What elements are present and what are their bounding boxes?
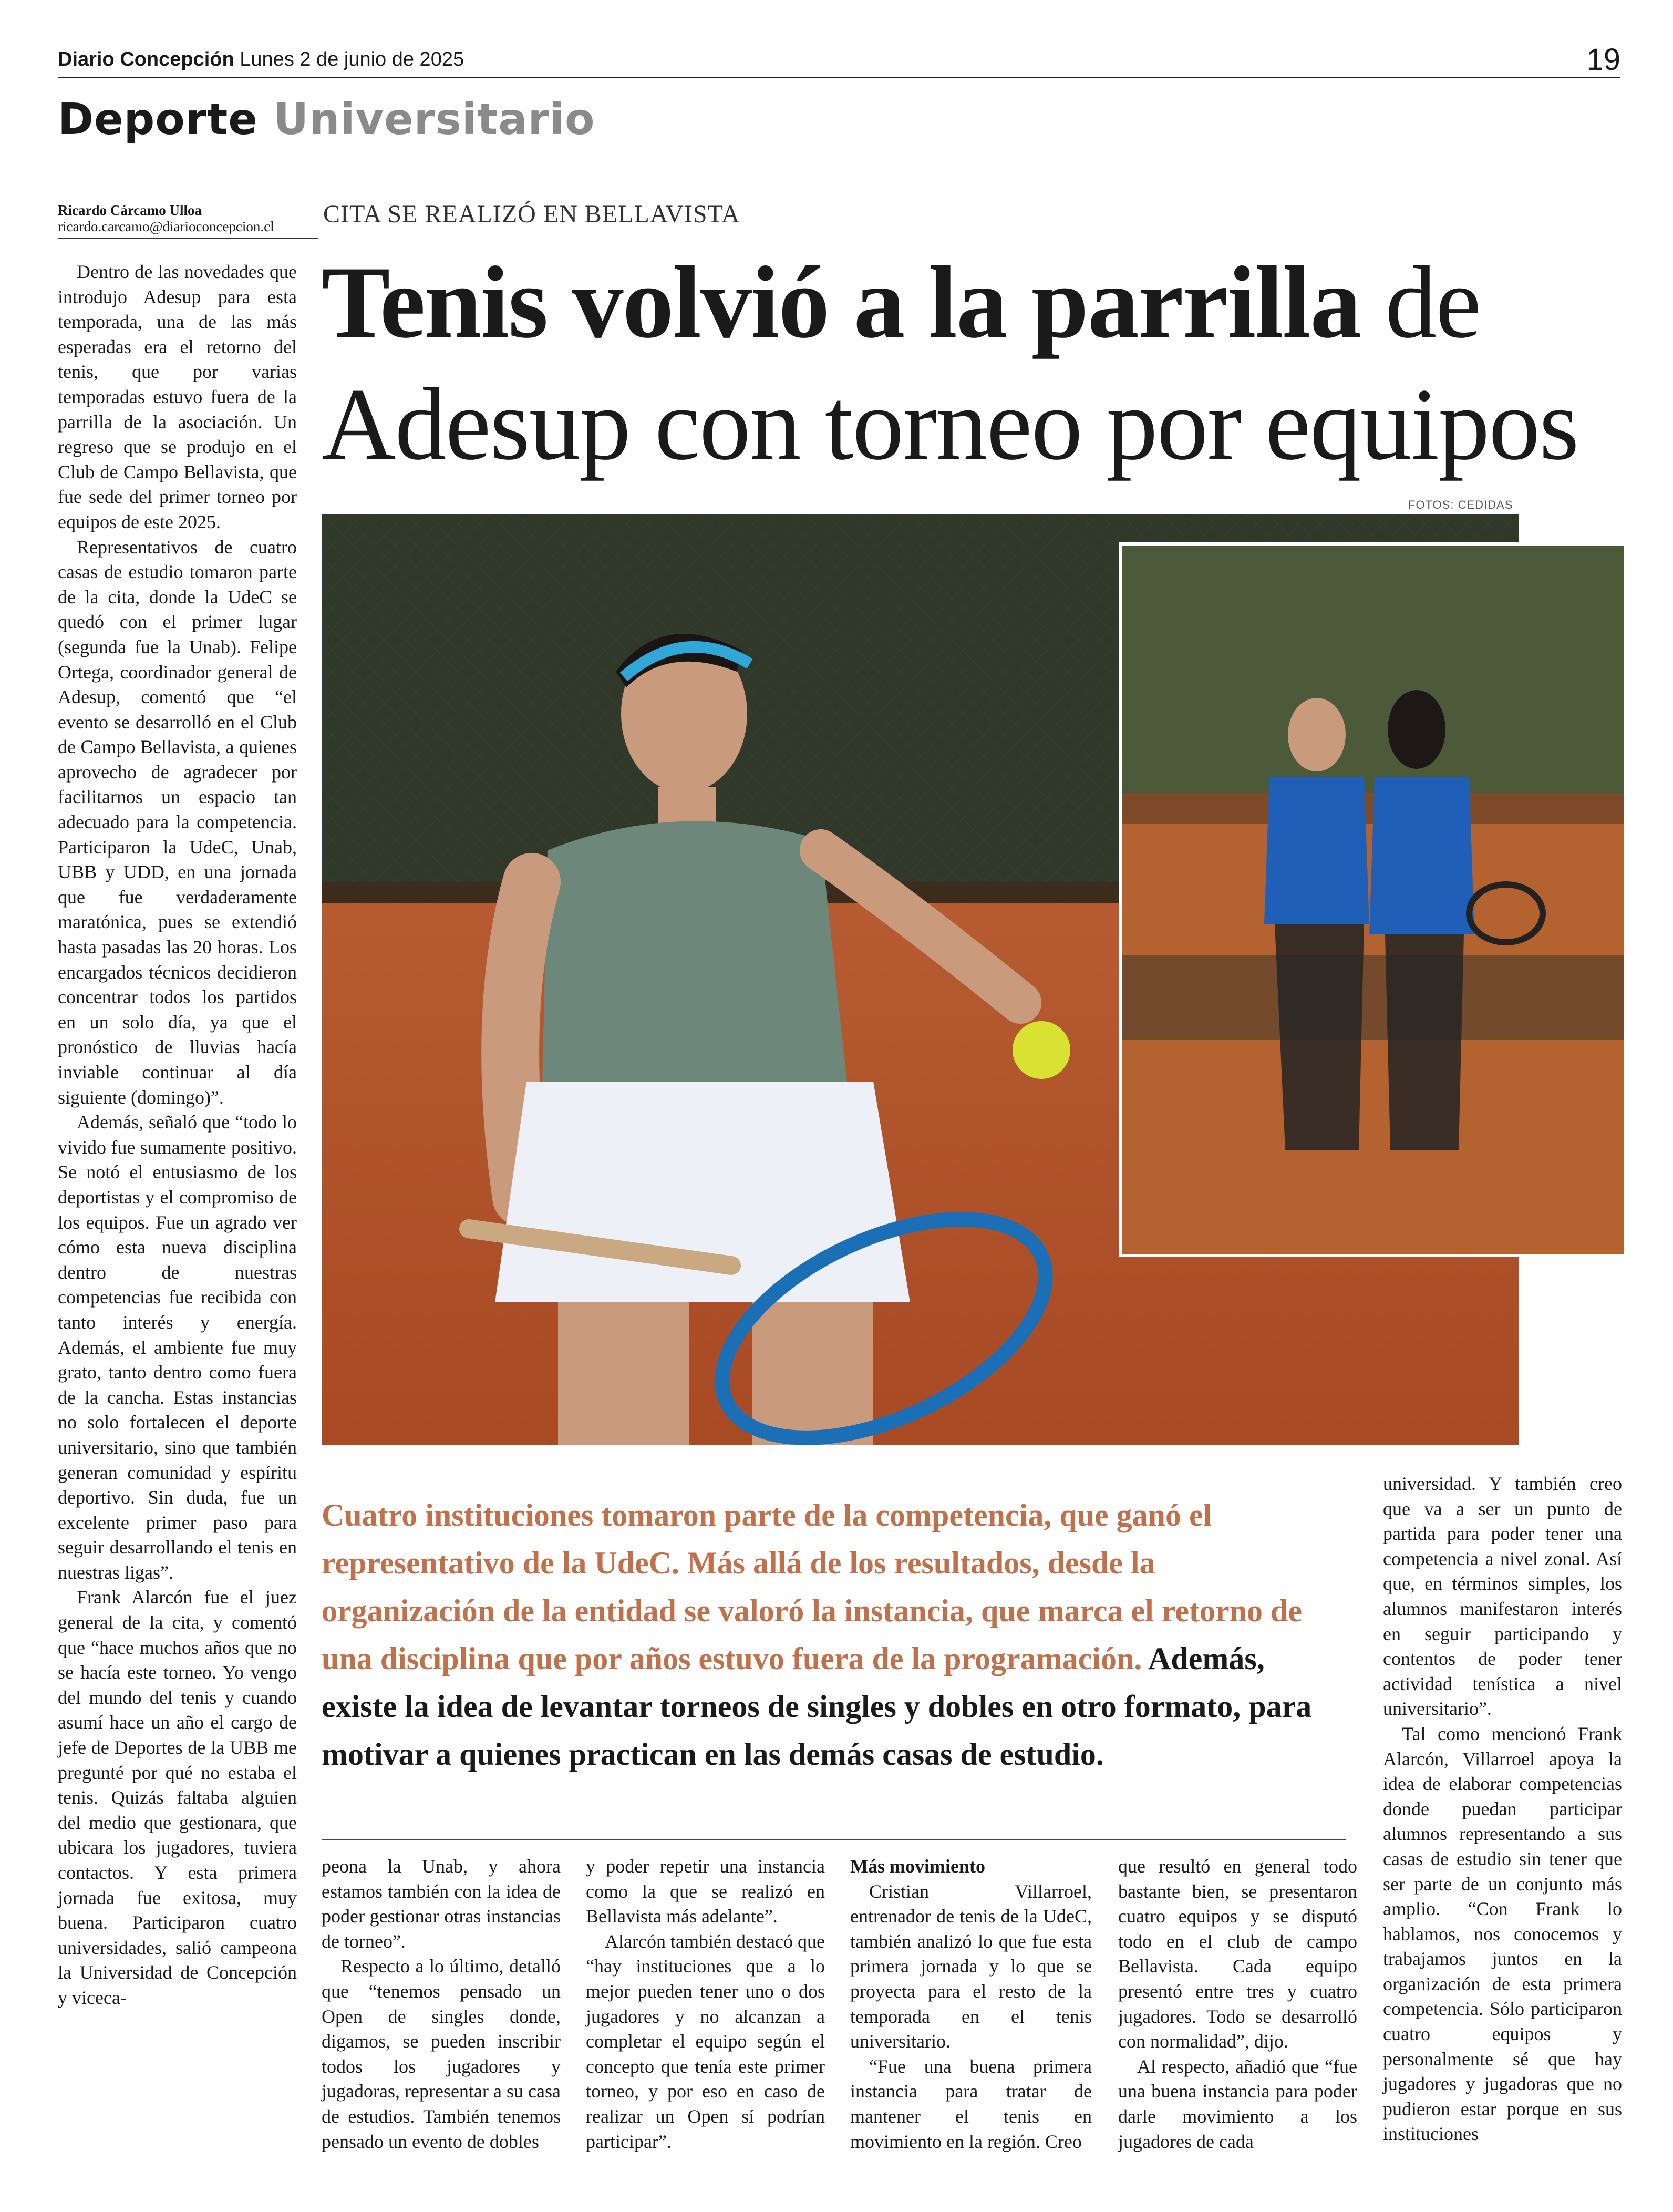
section-sub: Universitario	[273, 95, 595, 145]
header-rule	[58, 77, 1620, 78]
article-column-2	[322, 1854, 561, 2154]
deck-rule	[322, 1839, 1346, 1840]
paragraph: Dentro de las novedades que introdujo Adesup para esta temporada, una de las más esperadas era el retorno del tenis, que por varias temporadas estuvo fuera de la parrilla de la asociación. Un regreso que se produjo en el Club de Campo Bellavista, que fue sede del primer torneo por equipos de este 2025.	[58, 261, 297, 532]
lead-deck	[322, 1491, 1320, 1778]
paragraph: Respecto a lo último, detalló que “tenemos pensado un Open de singles donde, digamos, se pueden inscribir todos los jugadores y jugadoras, representar a su casa de estudios. También tenemos pensado un evento de dobles	[322, 1956, 561, 2152]
kicker: CITA SE REALIZÓ EN BELLAVISTA	[323, 200, 740, 228]
lead-highlight: Cuatro instituciones tomaron parte de la competencia, que ganó el representativo de la UdeC. Más allá de los resultados, desde la organización de la entidad se valoró la instancia, que marca el retorno de una disciplina que por años estuvo fuera de la programación.	[322, 1498, 1303, 1676]
headline-rest-1: de	[1385, 245, 1481, 359]
page-number: 19	[1586, 43, 1620, 77]
paragraph: Al respecto, añadió que “fue una buena instancia para poder darle movimiento a los jugadores de cada	[1118, 2055, 1357, 2152]
issue-date: Lunes 2 de junio de 2025	[240, 48, 464, 70]
paragraph: que resultó en general todo bastante bien, se presentaron cuatro equipos y se disputó todo en el club de campo Bellavista. Cada equipo presentó entre tres y cuatro jugadores. Todo se desarrolló con normalidad”, dijo.	[1118, 1856, 1357, 2052]
article-column-6	[1383, 1472, 1622, 2147]
paragraph: Además, señaló que “todo lo vivido fue sumamente positivo. Se notó el entusiasmo de los deportistas y el compromiso de los equipos. Fue un agrado ver cómo esta nueva disciplina dentro de nuestras competencias fue recibida con tanto interés y energía. Además, el ambiente fue muy grato, tanto dentro como fuera de la cancha. Estas instancias no solo fortalecen el deporte universitario, sino que también generan comunidad y espíritu deportivo. Sin duda, fue un excelente primer paso para seguir desarrollando el tenis en nuestras ligas”.	[58, 1112, 297, 1583]
byline	[58, 202, 318, 235]
paper-name: Diario Concepción	[58, 48, 234, 70]
paragraph: Alarcón también destacó que “hay instituciones que a lo mejor pueden tener uno o dos jugadores y no alcanzan a completar el equipo según el concepto que tenía este primer torneo, y por eso en caso de realizar un Open sí podrían participar”.	[586, 1930, 825, 2152]
article-column-1	[58, 260, 297, 2011]
paragraph: Tal como mencionó Frank Alarcón, Villarroel apoya la idea de elaborar competencias donde puedan participar alumnos representando a sus casas de estudio sin tener que ser parte de un conjunto más amplio. “Con Frank lo hablamos, nos conocemos y trabajamos juntos en la organización de esta primera competencia. Sólo participaron cuatro equipos y personalmente sé que hay jugadores y jugadoras que no pudieron estar porque en sus instituciones	[1383, 1723, 1622, 2145]
author-name: Ricardo Cárcamo Ulloa	[58, 202, 202, 218]
page-header	[58, 48, 464, 71]
author-email: ricardo.carcamo@diarioconcepcion.cl	[58, 219, 274, 234]
article-column-5	[1118, 1854, 1357, 2154]
paragraph: “Fue una buena primera instancia para tratar de mantener el tenis en movimiento en la región. Creo	[850, 2055, 1092, 2152]
paragraph: universidad. Y también creo que va a ser un punto de partida para poder tener una competencia a nivel zonal. Así que, en términos simples, los alumnos manifestaron interés en seguir participando y contentos de poder tener actividad tenística a nivel universitario”.	[1383, 1473, 1622, 1720]
subhead: Más movimiento	[850, 1856, 985, 1877]
paragraph: Representativos de cuatro casas de estudio tomaron parte de la cita, donde la UdeC se quedó con el primer lugar (segunda fue la Unab). Felipe Ortega, coordinador general de Adesup, comentó que “el evento se desarrolló en el Club de Campo Bellavista, a quienes aprovecho de agradecer por facilitarnos un espacio tan adecuado para la competencia. Participaron la UdeC, Unab, UBB y UDD, en una jornada que fue verdaderamente maratónica, pues se extendió hasta pasadas las 20 horas. Los encargados técnicos decidieron concentrar todos los partidos en un solo día, ya que el pronóstico de lluvias hacía inviable continuar al día siguiente (domingo)”.	[58, 536, 297, 1108]
article-column-4	[850, 1854, 1092, 2154]
article-column-3	[586, 1854, 825, 2154]
headline-rest-2: Adesup con torneo por equipos	[322, 367, 1578, 481]
photo-credit: FOTOS: CEDIDAS	[1408, 498, 1513, 511]
paragraph: y poder repetir una instancia como la que se realizó en Bellavista más adelante”.	[586, 1856, 825, 1927]
paragraph: Frank Alarcón fue el juez general de la cita, y comentó que “hace muchos años que no se hacía este torneo. Yo vengo del mundo del tenis y cuando asumí hace un año el cargo de jefe de Deportes de la UBB me pregunté por qué no estaba el tenis. Quizás faltaba alguien del medio que gestionara, que ubicara los jugadores, tuviera contactos. Y esta primera jornada fue exitosa, muy buena. Participaron cuatro universidades, salió campeona la Universidad de Concepción y viceca-	[58, 1587, 297, 2008]
headline-bold: Tenis volvió a la parrilla	[322, 245, 1361, 359]
paragraph: Cristian Villarroel, entrenador de tenis de la UdeC, también analizó lo que fue esta primera jornada y lo que se proyecta para el resto de la temporada en el tenis universitario.	[850, 1880, 1092, 2052]
section-main: Deporte	[58, 95, 258, 145]
players-handshake-illustration	[1122, 546, 1624, 1254]
lead-rest: Además, existe la idea de levantar torneos de singles y dobles en otro formato, para motivar a quienes practican en las demás casas de estudio.	[322, 1641, 1312, 1772]
byline-rule	[58, 238, 318, 239]
secondary-photo	[1119, 542, 1627, 1257]
paragraph: peona la Unab, y ahora estamos también con la idea de poder gestionar otras instancias de torneo”.	[322, 1856, 561, 1952]
section-title	[58, 95, 595, 145]
headline	[322, 242, 1656, 486]
